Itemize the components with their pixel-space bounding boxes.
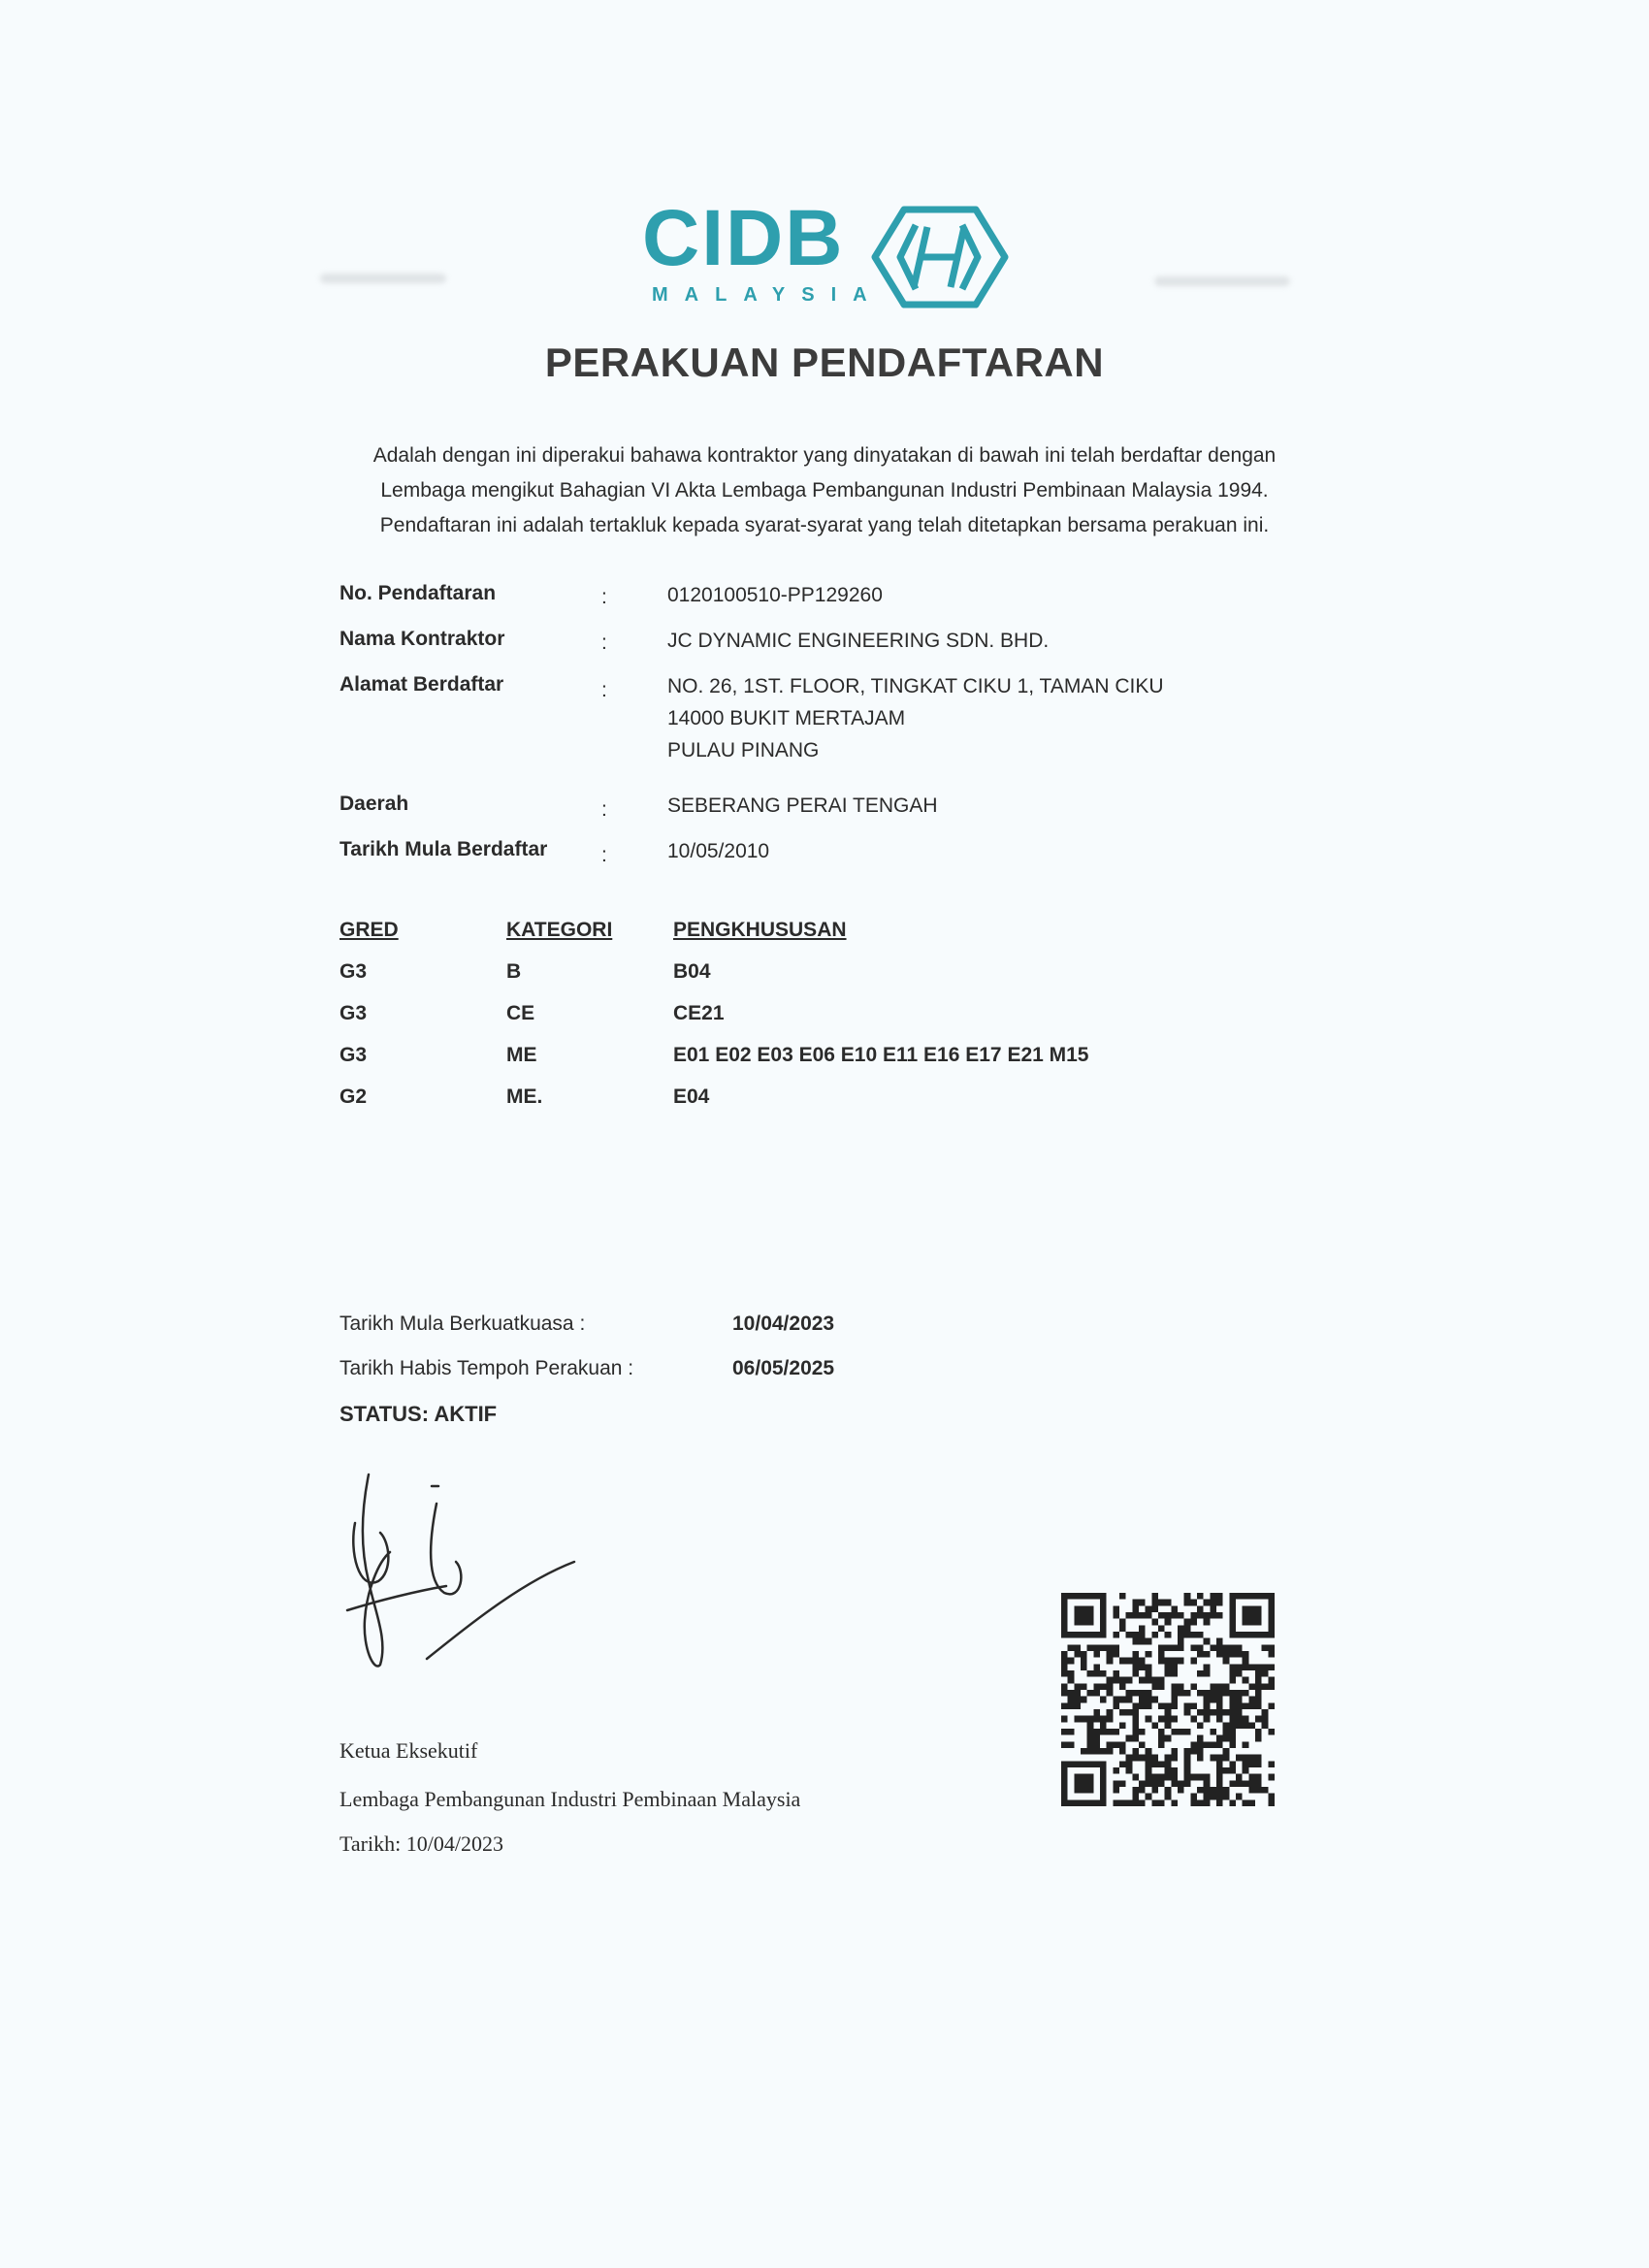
expiry-date-label: Tarikh Habis Tempoh Perakuan : <box>340 1357 634 1379</box>
logo-text: CIDB <box>642 194 845 282</box>
contractor-name-value: JC DYNAMIC ENGINEERING SDN. BHD. <box>667 630 1050 652</box>
category-cell: B <box>506 960 522 983</box>
colon: : <box>601 679 607 701</box>
expiry-date-value: 06/05/2025 <box>732 1357 835 1379</box>
district-label: Daerah <box>340 793 409 815</box>
contractor-name-label: Nama Kontraktor <box>340 628 505 650</box>
blurred-mark-right <box>1154 276 1290 286</box>
cidb-hexagon-icon <box>867 204 1011 310</box>
address-line: PULAU PINANG <box>667 739 820 761</box>
registration-no-label: No. Pendaftaran <box>340 582 497 604</box>
certificate-title: PERAKUAN PENDAFTARAN <box>544 340 1105 385</box>
specialization-cell: E04 <box>673 1085 710 1108</box>
status-badge: STATUS: AKTIF <box>340 1402 498 1426</box>
signatory-organization: Lembaga Pembangunan Industri Pembinaan Malaysia <box>340 1787 801 1811</box>
address-line: 14000 BUKIT MERTAJAM <box>667 707 906 729</box>
specialization-header: PENGKHUSUSAN <box>673 919 847 941</box>
effective-date-label: Tarikh Mula Berkuatkuasa : <box>340 1312 586 1335</box>
category-header: KATEGORI <box>506 919 613 941</box>
district-value: SEBERANG PERAI TENGAH <box>667 794 938 817</box>
grade-header: GRED <box>340 919 399 941</box>
logo-subtext: MALAYSIA <box>652 284 884 306</box>
cidb-logo <box>642 194 1011 315</box>
intro-line: Lembaga mengikut Bahagian VI Akta Lembaga Pembangunan Industri Pembinaan Malaysia 1994. <box>380 479 1269 502</box>
effective-date-value: 10/04/2023 <box>732 1312 835 1335</box>
signature-date: Tarikh: 10/04/2023 <box>340 1831 503 1856</box>
category-cell: ME. <box>506 1085 543 1108</box>
address-line: NO. 26, 1ST. FLOOR, TINGKAT CIKU 1, TAMAN CIKU <box>667 675 1164 697</box>
registration-no-value: 0120100510-PP129260 <box>667 584 883 606</box>
colon: : <box>601 586 607 608</box>
colon: : <box>601 844 607 866</box>
qr-code-icon <box>1061 1593 1275 1806</box>
specialization-cell: E01 E02 E03 E06 E10 E11 E16 E17 E21 M15 <box>673 1044 1089 1066</box>
intro-line: Pendaftaran ini adalah tertakluk kepada syarat-syarat yang telah ditetapkan bersama perakuan ini. <box>379 514 1270 536</box>
grade-cell: G3 <box>340 960 368 983</box>
intro-paragraph <box>330 438 1319 543</box>
specialization-cell: CE21 <box>673 1002 725 1024</box>
blurred-mark-left <box>320 274 446 283</box>
signatory-title: Ketua Eksekutif <box>340 1738 478 1763</box>
colon: : <box>601 798 607 821</box>
signature-icon <box>320 1465 592 1678</box>
specialization-cell: B04 <box>673 960 711 983</box>
grade-cell: G3 <box>340 1044 368 1066</box>
category-cell: ME <box>506 1044 537 1066</box>
intro-line: Adalah dengan ini diperakui bahawa kontraktor yang dinyatakan di bawah ini telah berdaftar dengan <box>372 444 1277 467</box>
colon: : <box>601 632 607 654</box>
grade-cell: G2 <box>340 1085 368 1108</box>
start-date-label: Tarikh Mula Berdaftar <box>340 838 548 860</box>
start-date-value: 10/05/2010 <box>667 840 770 862</box>
category-cell: CE <box>506 1002 535 1024</box>
address-label: Alamat Berdaftar <box>340 673 504 696</box>
grade-cell: G3 <box>340 1002 368 1024</box>
